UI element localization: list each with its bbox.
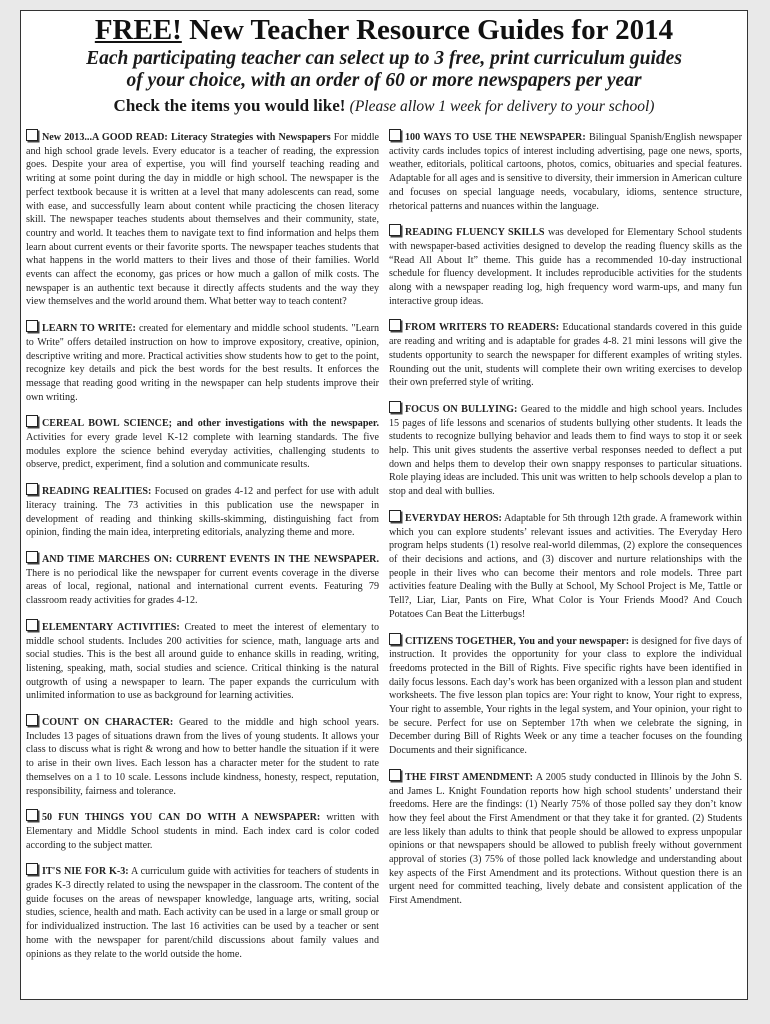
checkbox[interactable] — [26, 483, 38, 495]
title-rest: New Teacher Resource Guides for 2014 — [181, 14, 674, 46]
guide-title: 100 WAYS TO USE THE NEWSPAPER: — [405, 132, 586, 143]
guide-description: There is no periodical like the newspaper for current events coverage in the diverse areas of local, regional, national and international current events. Featuring 79 classroom ready activities for grades 4-12. — [26, 567, 379, 607]
guide-title: CEREAL BOWL SCIENCE; and other investigations with the newspaper. — [42, 418, 379, 430]
guide-description: Created to meet the interest of elementary to middle school students. Includes 200 activities for science, math, language arts and social studies. This is the best all around guide to enhance skills in reading, writing, listening, speaking, math, social studies and science. Critical thinking is the natural outgrowth of using a newspaper to learn. The paper expands the curriculum with unlimited information to use as background for learning activities. — [26, 621, 379, 702]
guide-description: Focused on grades 4-12 and perfect for use with adult literacy training. The 73 activities in this publication use the newspaper in development of reading and thinking skills-skimming, distinguishing fact from opinion, finding the main idea, interpreting editorials, analyzing theme and more. — [26, 486, 379, 539]
checkbox[interactable] — [26, 415, 38, 427]
guide-item — [389, 633, 742, 758]
page-title — [21, 15, 747, 46]
checkbox[interactable] — [389, 401, 401, 413]
check-instruction — [21, 96, 747, 117]
title-free: FREE! — [94, 14, 182, 46]
guide-item — [389, 510, 742, 622]
checkbox[interactable] — [389, 510, 401, 522]
guide-item — [389, 224, 742, 308]
left-column — [26, 129, 379, 995]
guide-description: Activities for every grade level K-12 complete with learning standards. The five modules explore the science behind everyday activities, challenging students to observe, predict, experiment, find a solution and communicate results. — [26, 432, 379, 471]
guide-description: Geared to the middle and high school years. Includes 13 pages of situations drawn from the lives of young students. It allows your class to discuss what is right & wrong and how to better handle the situation if it were to arise in their own lives. Each lesson has a character meter for the student to rate themselves on a 1 to 10 scale. Lessons include kindness, honesty, respect, reputation, responsibility, fairness and tolerance. — [26, 717, 379, 797]
guide-title: AND TIME MARCHES ON: CURRENT EVENTS IN THE NEWSPAPER. — [42, 553, 379, 565]
checkbox[interactable] — [26, 320, 38, 332]
guide-title: ELEMENTARY ACTIVITIES: — [42, 621, 180, 633]
guide-item — [26, 619, 379, 703]
checkbox[interactable] — [26, 714, 38, 726]
guide-description: A 2005 study conducted in Illinois by the John S. and James L. Knight Foundation reports how high school students’ understand their freedoms. Here are the findings: (1) Nearly 75% of those polled say they don’t know how they feel about the First Amendment or that they take it for granted. (2) Students are less likely than adults to think that people should be allowed to express unpopular opinions or that newspapers should be allowed to publish freely without government approval of stories (3) 75% of those polled lack knowledge and understanding about key aspects of the First Amendment and its protections. Without question there is an urgent need for committed teaching, lively debate and consistent application of the First Amendment. — [389, 771, 742, 907]
guide-item — [26, 551, 379, 608]
guide-description: A curriculum guide with activities for teachers of students in grades K-3 directly related to using the newspaper in the classroom. The content of the guide focuses on the areas of newspaper knowledge, language arts, writing, social studies, science, health and math. Each activity can be used in a large or small group or for individualized instruction. The last 16 activities can be used by a teacher or sent home with the newspaper for parent/child discussions about family values and opinions as they relate to the world outside the home. — [26, 866, 379, 960]
guide-description: Bilingual Spanish/English newspaper activity cards includes topics of interest including advertising, page one news, sports, weather, editorials, political cartoons, photos, comics, obituaries and special features. Adaptable for all ages and is sensitive to diversity, their immersion in American culture and focuses on special language needs, vocabulary, idioms, sentence structure, rhetorical patterns and nuances within the language. — [389, 132, 742, 212]
checkbox[interactable] — [26, 551, 38, 563]
guide-title: FOCUS ON BULLYING: — [405, 403, 518, 415]
guide-title: LEARN TO WRITE: — [42, 323, 136, 335]
guide-item — [389, 319, 742, 390]
guide-item — [26, 129, 379, 309]
guide-description: Educational standards covered in this guide are reading and writing and is adaptable for grades 4-8. 21 mini lessons will give the students opportunity to search the newspaper for different examples of writing styles. Rounding out the unit, students will complete their own writing exercises to develop their own preferred style of writing. — [389, 322, 743, 389]
guide-item — [26, 483, 379, 540]
right-column — [389, 129, 742, 995]
guide-title: 50 FUN THINGS YOU CAN DO WITH A NEWSPAPER: — [42, 812, 321, 824]
guide-item — [389, 129, 742, 213]
flyer-header — [21, 15, 747, 117]
guide-title: THE FIRST AMENDMENT: — [405, 771, 533, 783]
subtitle-line-1: Each participating teacher can select up to 3 free, print curriculum guides — [86, 48, 682, 69]
guide-item — [26, 714, 379, 798]
guide-title: IT'S NIE FOR K-3: — [42, 866, 129, 878]
guide-title: COUNT ON CHARACTER: — [42, 717, 174, 729]
check-text: Check the items you would like! — [113, 96, 346, 115]
guide-title: FROM WRITERS TO READERS: — [405, 322, 560, 334]
checkbox[interactable] — [389, 129, 401, 141]
checkbox[interactable] — [26, 863, 38, 875]
guide-description: written with Elementary and Middle School students in mind. Each index card is color coded according to the subject matter. — [26, 812, 379, 851]
guide-description: is designed for five days of instruction. It provides the opportunity for your class to explore the individual freedoms protected in the Bill of Rights. Five specific rights have been identified in daily focus lessons. Each day’s work has been organized with a lesson plan and student worksheets. The five lesson plan topics are: Your right to know, Your right to express, Your right to assemble, Your rights in the legal system, and Your opinion, your right to be secure. Perfect for use on September 17th when we celebrate the signing, in December during Bill of Rights Week or any time a teacher focuses on the founding Documents and their significance. — [389, 635, 742, 757]
flyer-page — [20, 10, 748, 1000]
guide-title: New 2013...A GOOD READ: Literacy Strategies with Newspapers — [42, 132, 331, 143]
checkbox[interactable] — [26, 129, 38, 141]
guide-columns — [26, 129, 742, 995]
delivery-note: (Please allow 1 week for delivery to your school) — [349, 98, 655, 115]
guide-description: Adaptable for 5th through 12th grade. A framework within which you can explore students’ relevant issues and activities. The Everyday Hero program helps students (1) resolve real-world dilemmas, (2) explore the consequences of their decisions and actions, and (3) discover and nurture relationships with the people in their lives who can become their mentors and role models. Three part activities feature Dealing with the Bully at School, My School Project is Me, Tattle or Tell?, Liar, Liar, Pants on Fire, What Color is Your Friends Mood? And Couch Potatoes Can Beat the Litterbugs! — [389, 512, 742, 620]
guide-description: created for elementary and middle school students. "Learn to Write" offers detailed instruction on how to improve expository, creative, opinion, descriptive writing and more. Practical activities show students how to get to the point, recognize key details and pick the best words for the best results. It enforces the message that reading good writing in the newspaper can help students improve their own writing. — [26, 323, 379, 403]
checkbox[interactable] — [26, 809, 38, 821]
guide-item — [389, 401, 742, 499]
guide-title: CITIZENS TOGETHER, You and your newspaper: — [405, 635, 630, 647]
guide-description: was developed for Elementary School students with newspaper-based activities designed to develop the reading fluency skills as the “Read All About It” theme. This guide has a recommended 10-day instructional schedule for fluency development. It includes reproducible activities for the students along with a newspaper reading log, high frequency word warm-ups, and many fun interactive group ideas. — [389, 227, 742, 307]
subtitle — [21, 48, 747, 92]
guide-description: Geared to the middle and high school years. Includes 15 pages of life lessons and scenarios of students bullying other students. It leads the students to recognize bullying behavior and leads them to find ways to stop it or seek help. This unit gives students the assertive verbal responses needed to deflect a put down and helps them to develop their own snappy responses to particular situations. Role playing ideas are included. This unit was written to help schools develop a plan to stop and deal with bullies. — [389, 403, 742, 498]
guide-title: READING REALITIES: — [42, 486, 152, 498]
checkbox[interactable] — [26, 619, 38, 631]
subtitle-line-2: of your choice, with an order of 60 or more newspapers per year — [126, 70, 642, 91]
guide-item — [26, 415, 379, 472]
checkbox[interactable] — [389, 769, 401, 781]
guide-item — [26, 863, 379, 961]
checkbox[interactable] — [389, 224, 401, 236]
checkbox[interactable] — [389, 633, 401, 645]
guide-item — [26, 320, 379, 404]
guide-title: EVERYDAY HEROS: — [405, 512, 502, 524]
guide-title: READING FLUENCY SKILLS — [405, 227, 545, 239]
guide-item — [389, 769, 742, 908]
guide-description: For middle and high school grade levels. Every educator is a teacher of reading, the expression goes. Despite your area of expertise, you will find yourself teaching reading and writing at some point during the day in middle or high school. The newspaper is the perfect textbook because it is written at a level that many adolescents can read, some with ease, and successfully learn about content while practicing the chosen literacy skill. The newspaper teaches students about themselves and their community, state, country and world. It teaches them to navigate text to find information and helps them learn about current events or their favorite sports. The newspaper teaches students that what happens in the world matters to their lives and those of their families. World events can affect the economy, gas prices or how much a gallon of milk costs. The newspaper is an authentic text because it directly affects students and the way they view themselves and the world around them. What better way to teach content? — [26, 132, 379, 308]
guide-item — [26, 809, 379, 852]
checkbox[interactable] — [389, 319, 401, 331]
